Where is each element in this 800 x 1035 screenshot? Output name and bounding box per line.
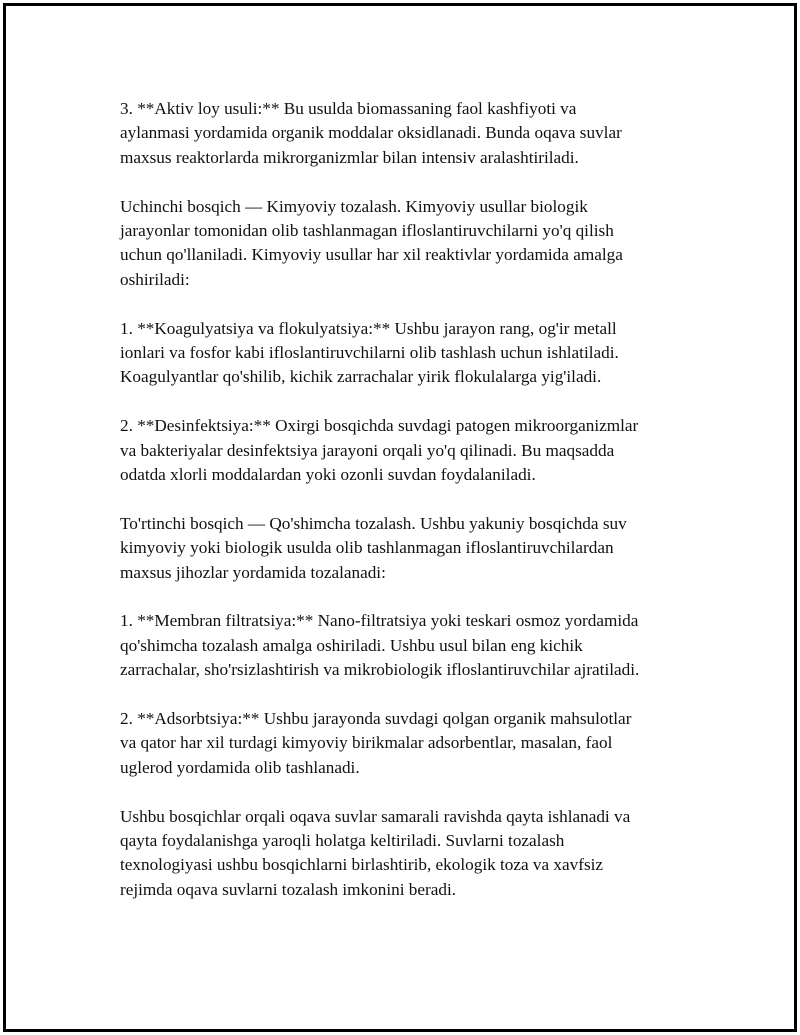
- text-line: ionlari va fosfor kabi ifloslantiruvchilarni olib tashlash uchun ishlatiladi.: [120, 343, 619, 363]
- paragraph: [120, 512, 695, 585]
- text-line: 2. **Adsorbtsiya:** Ushbu jarayonda suvdagi qolgan organik mahsulotlar: [120, 709, 632, 729]
- text-line: 2. **Desinfektsiya:** Oxirgi bosqichda suvdagi patogen mikroorganizmlar: [120, 416, 639, 436]
- paragraph: [120, 97, 695, 170]
- text-line: va bakteriyalar desinfektsiya jarayoni orqali yo'q qilinadi. Bu maqsadda: [120, 440, 615, 460]
- text-line: uchun qo'llaniladi. Kimyoviy usullar har xil reaktivlar yordamida amalga: [120, 245, 623, 265]
- text-line: uglerod yordamida olib tashlanadi.: [120, 757, 360, 777]
- text-line: zarrachalar, sho'rsizlashtirish va mikrobiologik ifloslantiruvchilar ajratiladi.: [120, 660, 640, 680]
- page-frame: [3, 3, 797, 1032]
- paragraph: [120, 805, 695, 903]
- paragraph: [120, 707, 695, 780]
- paragraph: [120, 414, 695, 487]
- text-line: jarayonlar tomonidan olib tashlanmagan ifloslantiruvchilarni yo'q qilish: [120, 221, 614, 241]
- paragraph: [120, 609, 695, 682]
- text-line: oshiriladi:: [120, 269, 190, 289]
- text-line: aylanmasi yordamida organik moddalar oksidlanadi. Bunda oqava suvlar: [120, 123, 622, 143]
- text-line: maxsus reaktorlarda mikrorganizmlar bilan intensiv aralashtiriladi.: [120, 147, 579, 167]
- text-line: kimyoviy yoki biologik usulda olib tashlanmagan ifloslantiruvchilardan: [120, 538, 614, 558]
- text-line: Ushbu bosqichlar orqali oqava suvlar samarali ravishda qayta ishlanadi va: [120, 806, 631, 826]
- text-line: va qator har xil turdagi kimyoviy birikmalar adsorbentlar, masalan, faol: [120, 733, 613, 753]
- text-line: Uchinchi bosqich — Kimyoviy tozalash. Kimyoviy usullar biologik: [120, 196, 588, 216]
- text-line: qo'shimcha tozalash amalga oshiriladi. Ushbu usul bilan eng kichik: [120, 635, 583, 655]
- text-line: To'rtinchi bosqich — Qo'shimcha tozalash. Ushbu yakuniy bosqichda suv: [120, 513, 627, 533]
- text-line: 1. **Koagulyatsiya va flokulyatsiya:** Ushbu jarayon rang, og'ir metall: [120, 318, 617, 338]
- text-line: texnologiyasi ushbu bosqichlarni birlashtirib, ekologik toza va xavfsiz: [120, 855, 604, 875]
- text-line: rejimda oqava suvlarni tozalash imkonini beradi.: [120, 879, 457, 899]
- text-line: 1. **Membran filtratsiya:** Nano-filtratsiya yoki teskari osmoz yordamida: [120, 611, 639, 631]
- text-line: 3. **Aktiv loy usuli:** Bu usulda biomassaning faol kashfiyoti va: [120, 99, 577, 118]
- text-line: Koagulyantlar qo'shilib, kichik zarrachalar yirik flokulalarga yig'iladi.: [120, 367, 602, 387]
- paragraph: [120, 317, 695, 390]
- text-line: odatda xlorli moddalardan yoki ozonli suvdan foydalaniladi.: [120, 465, 536, 485]
- text-line: qayta foydalanishga yaroqli holatga keltiriladi. Suvlarni tozalash: [120, 831, 565, 851]
- document-body: [120, 97, 695, 927]
- text-line: maxsus jihozlar yordamida tozalanadi:: [120, 562, 386, 582]
- paragraph: [120, 195, 695, 293]
